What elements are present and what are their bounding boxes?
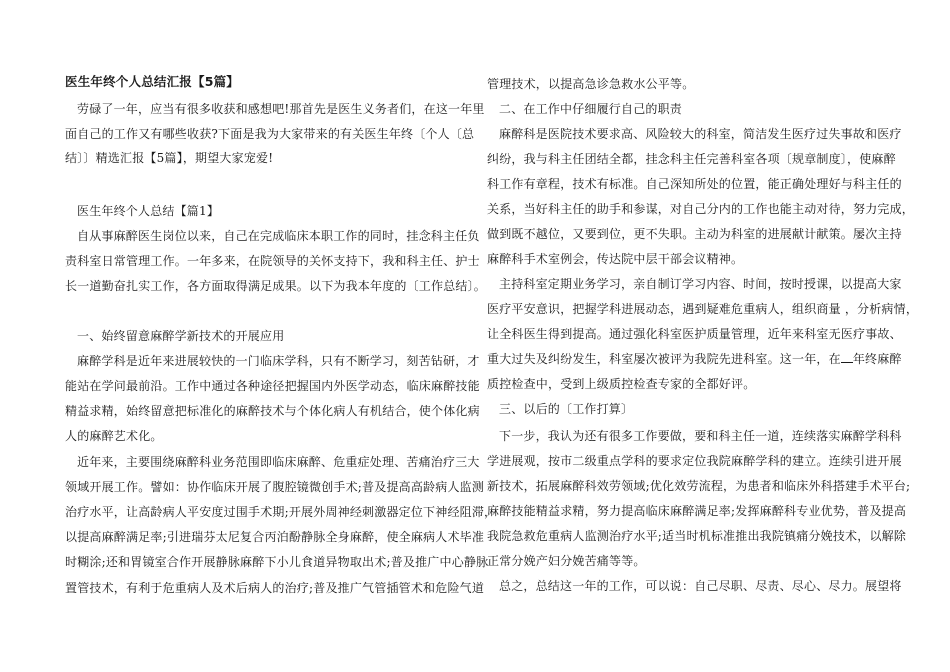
paragraph-line: 责科室日常管理工作。一年多来，在院领导的关怀支持下，我和科主任、护士 <box>65 254 480 268</box>
paragraph-line: 新技术，拓展麻醉科效劳领域;优化效劳流程，为患者和临床外科搭建手术平台; <box>487 479 911 493</box>
paragraph-line: 主持科室定期业务学习，亲自制订学习内容、时间，按时授课，以提高大家 <box>499 277 902 291</box>
paragraph-line: 科工作有章程，技术有标准。自己深知所处的位置，能正确处理好与科主任的 <box>487 177 902 191</box>
paragraph-line: 面自己的工作又有哪些收获?下面是我为大家带来的有关医生年终〔个人〔总 <box>65 127 475 141</box>
paragraph-line: 麻醉科手术室例会，传达院中层干部会议精神。 <box>487 252 744 266</box>
paragraph-line: 质控检查中，受到上级质控检查专家的全都好评。 <box>487 377 756 391</box>
paragraph-line: 自从事麻醉医生岗位以来，自己在完成临床本职工作的同时，挂念科主任负 <box>77 229 480 243</box>
paragraph-line: 劳碌了一年，应当有很多收获和感想吧!那首先是医生义务者们，在这一年里 <box>77 102 485 116</box>
paragraph-line: 麻醉学科是近年来进展较快的一门临床学科，只有不断学习，刻苦钻研，才 <box>77 354 480 368</box>
paragraph-line <box>487 352 902 366</box>
paragraph-line: 时糊涂;还和胃镜室合作开展静脉麻醉下小儿食道异物取出术;普及推广中心静脉 <box>65 555 489 569</box>
section-heading: 医生年终个人总结【篇1】 <box>77 204 220 218</box>
paragraph-line: 让全科医生得到提高。通过强化科室医护质量管理，近年来科室无医疗事故、 <box>487 327 902 341</box>
section-heading: 二、在工作中仔细履行自己的职责 <box>499 102 683 116</box>
paragraph-line: 学进展观，按市二级重点学科的要求定位我院麻醉学科的建立。连续引进开展 <box>487 454 902 468</box>
paragraph-line: 正常分娩产妇分娩苦痛等等。 <box>487 554 646 568</box>
section-heading: 三、以后的〔工作打算〕 <box>499 402 634 416</box>
paragraph-line: 下一步，我认为还有很多工作要做，要和科主任一道，连续落实麻醉学科科 <box>499 429 902 443</box>
paragraph-line: 领域开展工作。譬如：协作临床开展了腹腔镜微创手术;普及提高高龄病人监测 <box>65 480 485 494</box>
paragraph-line: 治疗水平，让高龄病人平安度过围手术期;开展外周神经刺激器定位下神经阻滞， <box>65 505 497 519</box>
paragraph-line: 以提高麻醉满足率;引进瑞芬太尼复合丙泊酚静脉全身麻醉，使全麻病人术毕准 <box>65 530 485 544</box>
paragraph-line: 管理技术，以提高急诊急救水公平等。 <box>487 77 695 91</box>
paragraph-line: 结〕〕精选汇报【5篇】，期望大家宠爱! <box>65 151 274 165</box>
paragraph-line: 人的麻醉艺术化。 <box>65 429 163 443</box>
paragraph-line: 精益求精，始终留意把标准化的麻醉技术与个体化病人有机结合，使个体化病 <box>65 404 480 418</box>
blank-underline <box>841 352 853 363</box>
paragraph-line: 麻醉技能精益求精，努力提高临床麻醉满足率;发挥麻醉科专业优势，普及提高 <box>487 504 907 518</box>
paragraph-line-end: 年终麻醉 <box>852 352 902 366</box>
paragraph-line: 置管技术，有利于危重病人及术后病人的治疗;普及推广气管插管术和危险气道 <box>65 581 485 595</box>
paragraph-line-start: 重大过失及纠纷发生，科室屡次被评为我院先进科室。这一年，在 <box>487 352 841 366</box>
paragraph-line: 医疗平安意识，把握学科进展动态，遇到疑难危重病人，组织商量 ，分析病情， <box>487 302 919 316</box>
section-heading: 一、始终留意麻醉学新技术的开展应用 <box>77 329 285 343</box>
paragraph-line: 关系，当好科主任的助手和参谋，对自己分内的工作也能主动对待，努力完成， <box>487 202 915 216</box>
paragraph-line: 麻醉科是医院技术要求高、风险较大的科室，简洁发生医疗过失事故和医疗 <box>499 127 902 141</box>
paragraph-line: 近年来，主要围绕麻醉科业务范围即临床麻醉、危重症处理、苦痛治疗三大 <box>77 455 480 469</box>
paragraph-line: 做到既不越位，又要到位，更不失职。主动为科室的进展献计献策。屡次主持 <box>487 227 902 241</box>
paragraph-line: 长一道勤奋扎实工作，各方面取得满足成果。以下为我本年度的〔工作总结〕。 <box>65 279 487 293</box>
paragraph-line: 能站在学问最前沿。工作中通过各种途径把握国内外医学动态，临床麻醉技能 <box>65 379 480 393</box>
paragraph-line: 我院急救危重病人监测治疗水平;适当时机标准推出我院镇痛分娩技术，以解除 <box>487 529 907 543</box>
paragraph-line: 总之，总结这一年的工作，可以说：自己尽职、尽责、尽心、尽力。展望将 <box>499 579 902 593</box>
document-title: 医生年终个人总结汇报【5篇】 <box>65 74 239 89</box>
paragraph-line: 纠纷，我与科主任团结全都，挂念科主任完善科室各项〔规章制度〕，使麻醉 <box>487 152 896 166</box>
